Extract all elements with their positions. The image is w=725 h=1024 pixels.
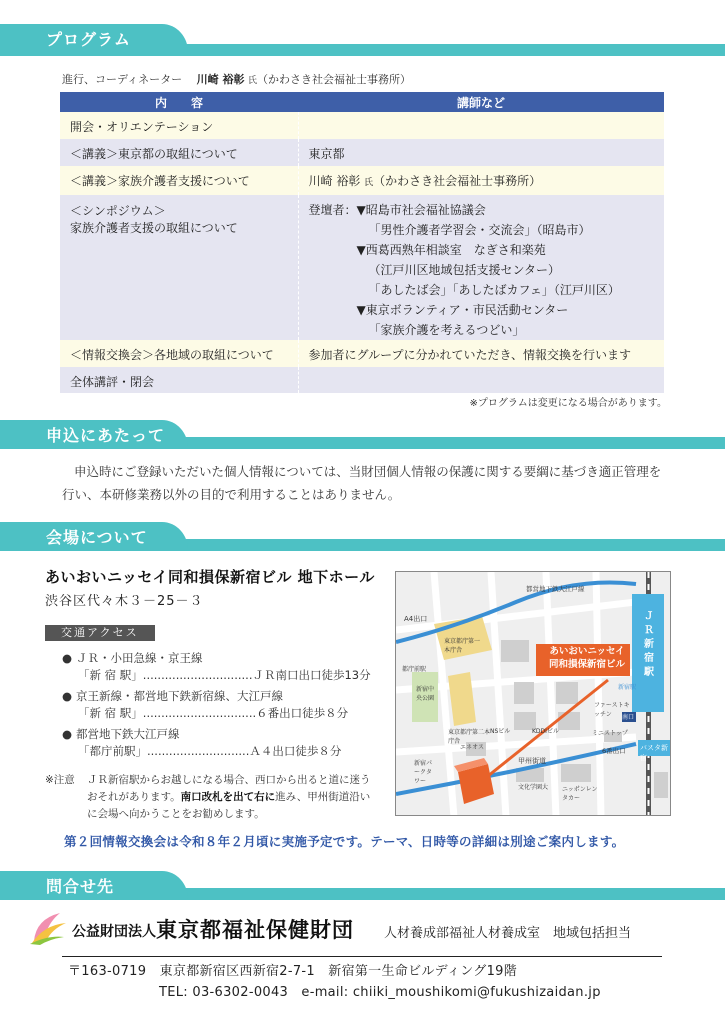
- station-char: Ｒ: [644, 625, 654, 636]
- speaker-line: 「家族介護を考えるつどい」: [368, 323, 525, 337]
- second-meeting-note: 第２回情報交換会は令和８年２月頃に実施予定です。テーマ、日時等の詳細は別途ご案内します。: [64, 834, 625, 849]
- venue-section-header: [0, 522, 725, 562]
- caution-label: ※注意: [45, 774, 75, 786]
- access-detail: 「新 宿 駅」...............................６番出口徒歩８分: [78, 706, 349, 720]
- list-item: [62, 650, 382, 684]
- org-name: 東京都福祉保健財団: [156, 918, 354, 942]
- rental-label: ニッポンレンタカー: [562, 786, 598, 802]
- access-line: ＪＲ・小田急線・京王線: [76, 651, 203, 665]
- venue-name: あいおいニッセイ同和損保新宿ビル 地下ホール: [45, 568, 375, 586]
- application-section-header: [0, 420, 725, 460]
- row-content: ＜講義＞家族介護者支援について: [60, 166, 298, 195]
- contact-address: 〒163-0719 東京都新宿区西新宿2-7-1 新宿第一生命ビルディング19階: [68, 964, 518, 979]
- row-content: 開会・オリエンテーション: [60, 112, 298, 139]
- contact-tel-email: TEL: 03-6302-0043 e-mail: chiiki_moushikomi@fukushizaidan.jp: [159, 985, 601, 1000]
- row-content: ＜講義＞東京都の取組について: [60, 139, 298, 166]
- org-department: 人材養成部福祉人材養成室 地域包括担当: [384, 926, 632, 941]
- ministop-label: ミニストップ: [592, 730, 628, 737]
- row-lecturer: 参加者にグループに分かれていただき、情報交換を行います: [298, 340, 664, 367]
- park-tower-label: 新宿パークタワー: [414, 760, 433, 785]
- col-header-content: 内 容: [60, 92, 298, 112]
- caution-text: ＪＲ新宿駅からお越しになる場合、西口から出ると道に迷うおそれがあります。: [87, 774, 371, 803]
- map-callout: [542, 645, 632, 671]
- privacy-text: 申込時にご登録いただいた個人情報については、当財団個人情報の保護に関する要綱に基づき適正管理を行い、本研修業務以外の目的で利用することはありません。: [62, 464, 662, 502]
- venue-address: 渋谷区代々木３－25－３: [45, 594, 204, 609]
- row-content: ＜情報交換会＞各地域の取組について: [60, 340, 298, 367]
- speaker-line: 登壇者：▼昭島市社会福祉協議会: [308, 203, 486, 217]
- station-char: 新: [644, 639, 654, 650]
- org-prefix: 公益財団法人: [72, 924, 156, 940]
- contact-section-header: [0, 871, 725, 911]
- table-row: [60, 112, 664, 139]
- table-row: [60, 367, 664, 393]
- station-char: 宿: [644, 653, 654, 664]
- table-row: [60, 166, 664, 195]
- program-section-header: [0, 24, 725, 64]
- moderator-affiliation: （かわさき社会福祉士事務所）: [256, 73, 411, 86]
- table-header-row: [60, 92, 664, 112]
- map-graphic: [396, 572, 671, 816]
- busta-label: バスタ新宿: [640, 744, 668, 762]
- tocho-1-label: 東京都庁第一本庁舎: [444, 638, 481, 654]
- shinjuku-station-text: 新宿駅: [618, 684, 637, 691]
- lecturer-affiliation: （かわさき社会福祉士事務所）: [373, 174, 542, 188]
- access-detail: 「都庁前駅」............................Ａ４出口徒歩８分: [78, 744, 342, 758]
- caution-text-2: 進み、甲州街道沿いに会場へ向かうことをお勧めします。: [87, 791, 371, 820]
- caution-emphasis: 南口改札を出て右に: [180, 791, 276, 803]
- row-content: [60, 195, 298, 340]
- table-row: [60, 195, 664, 340]
- program-change-note: ※プログラムは変更になる場合があります。: [469, 398, 667, 409]
- access-list: [62, 650, 382, 764]
- park-label: 新宿中央公園: [416, 686, 435, 702]
- list-item: [62, 726, 382, 760]
- symposium-title: ＜シンポジウム＞: [70, 204, 166, 218]
- row-lecturer: 東京都: [298, 139, 664, 166]
- section-title: 申込にあたって: [46, 426, 166, 445]
- col-header-lecturer: 講師など: [298, 92, 664, 112]
- speaker-line: ▼東京ボランティア・市民活動センター: [356, 303, 569, 317]
- exit-6-label: 6番出口: [602, 747, 626, 755]
- bullet-icon: ●: [62, 651, 73, 665]
- station-char: 駅: [644, 667, 654, 678]
- caution-note: [45, 772, 375, 823]
- callout-text-2: 同和損保新宿ビル: [548, 659, 625, 670]
- access-detail: 「新 宿 駅」..............................ＪＲ南口出口徒歩13分: [78, 668, 371, 682]
- callout-text-1: あいおいニッセイ: [549, 646, 625, 657]
- jr-station-label: [640, 610, 658, 680]
- row-lecturer: [298, 195, 664, 340]
- row-content: 全体講評・閉会: [60, 367, 298, 393]
- kddi-building-label: KDDIビル: [532, 728, 559, 735]
- venue-map: [395, 571, 671, 816]
- bullet-icon: ●: [62, 727, 73, 741]
- access-line: 京王新線・都営地下鉄新宿線、大江戸線: [76, 689, 283, 703]
- table-row: [60, 139, 664, 166]
- organization-header: [30, 911, 710, 947]
- exit-a4-label: A4出口: [404, 615, 428, 623]
- bunka-label: 文化学園大: [518, 784, 549, 791]
- eneos-label: エネオス: [460, 744, 484, 751]
- section-title: プログラム: [46, 30, 131, 49]
- speaker-line: ▼西葛西熟年相談室 なぎさ和楽苑: [356, 243, 546, 257]
- row-lecturer: [298, 367, 664, 393]
- bullet-icon: ●: [62, 689, 73, 703]
- moderator-label: 進行、コーディネーター: [62, 73, 183, 86]
- moderator-line: [62, 71, 411, 87]
- list-item: [62, 688, 382, 722]
- table-row: [60, 340, 664, 367]
- speaker-line: （江戸川区地域包括支援センター）: [368, 263, 561, 277]
- foundation-logo-icon: [30, 911, 68, 945]
- first-kitchen-label: ファーストキッチン: [594, 702, 630, 718]
- tocho-mae-label: 都庁前駅: [402, 666, 427, 673]
- station-char: Ｊ: [644, 611, 654, 622]
- row-lecturer: [298, 166, 664, 195]
- speaker-line: 「男性介護者学習会・交流会」（昭島市）: [368, 223, 591, 237]
- ns-building-label: NSビル: [490, 728, 511, 735]
- symposium-subtitle: 家族介護者支援の取組について: [70, 221, 238, 235]
- minami-exit-label: 南口: [622, 714, 635, 721]
- section-title: 問合せ先: [46, 877, 115, 896]
- divider: [62, 956, 662, 957]
- speaker-line: 「あしたば会」「あしたばカフェ」（江戸川区）: [368, 283, 620, 297]
- program-table: [60, 92, 664, 393]
- row-lecturer: [298, 112, 664, 139]
- section-title: 会場について: [46, 528, 148, 547]
- lecturer-honorific: 氏: [364, 178, 374, 188]
- moderator-name: 川崎 裕彰: [196, 73, 245, 86]
- access-tag: 交通アクセス: [45, 625, 155, 641]
- tocho-2-label: 東京都庁第二本庁舎: [448, 729, 491, 745]
- moderator-honorific: 氏: [247, 76, 257, 86]
- access-line: 都営地下鉄大江戸線: [76, 727, 180, 741]
- lecturer-name: 川崎 裕彰: [308, 174, 361, 188]
- toei-line-label: 都営地下鉄大江戸線: [526, 585, 585, 593]
- koshu-road-label: 甲州街道: [518, 757, 546, 765]
